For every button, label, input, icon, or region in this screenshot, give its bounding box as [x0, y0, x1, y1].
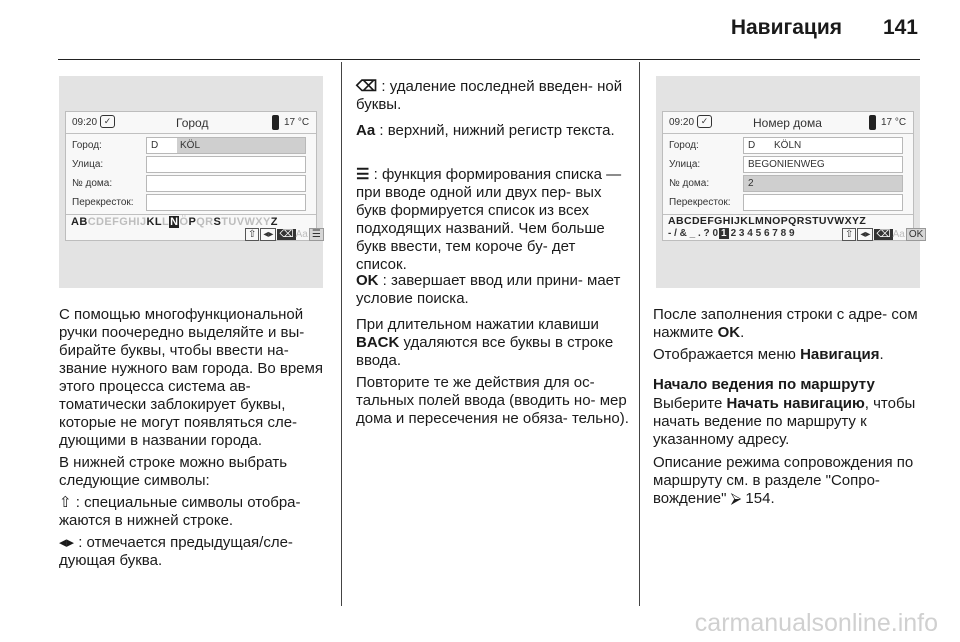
page-header [0, 0, 960, 62]
paragraph-text: Выберите [653, 395, 727, 412]
paragraph: Описание режима сопровождения по маршруту см. в разделе "Сопро- вождение" ⮚ 154. [653, 454, 914, 507]
watermark: carmanualsonline.info [694, 609, 938, 637]
thermometer-icon [272, 115, 279, 130]
column-divider [341, 62, 342, 606]
column-divider [639, 62, 640, 606]
letters-active[interactable]: S [213, 216, 222, 228]
screen-status-bar [663, 112, 913, 134]
paragraph [653, 395, 923, 449]
shift-icon[interactable]: ⇧ [842, 228, 856, 241]
street-field[interactable] [146, 156, 306, 173]
symbol-selected[interactable]: 1 [721, 228, 727, 239]
keyboard-separator [66, 214, 316, 215]
field-label-city: Город: [72, 140, 102, 151]
city-value: KÖLN [774, 140, 802, 151]
field-label-city: Город: [669, 140, 699, 151]
paragraph-text: удаляются все буквы в строке ввода. [356, 334, 614, 369]
letters-active[interactable]: AB [71, 216, 88, 228]
start-navigation-key: Начать навигацию [726, 395, 865, 412]
field-label-street: Улица: [669, 159, 701, 170]
temperature: 17 °C [881, 117, 907, 128]
letters-disabled: Ö [179, 216, 189, 228]
paragraph: ⇧ : специальные символы отобра- жаются в нижней строке. [59, 494, 301, 529]
paragraph [653, 346, 923, 364]
street-value: BEGONIENWEG [748, 159, 825, 170]
delete-symbol: ⌫ [356, 78, 378, 95]
city-prefix: D [748, 140, 756, 151]
field-label-crossing: Перекресток: [669, 197, 731, 208]
letters-disabled: TUVWXY [221, 216, 271, 228]
shift-icon[interactable]: ⇧ [245, 228, 259, 241]
house-value: 2 [748, 178, 754, 189]
letters-active[interactable]: KL [146, 216, 162, 228]
crossing-field[interactable] [146, 194, 306, 211]
ok-key: OK [717, 324, 741, 341]
screen-status-bar [66, 112, 316, 134]
paragraph-text: : завершает ввод или прини- мает условие поиска. [356, 272, 621, 307]
screenshot-frame [656, 76, 924, 288]
paragraph [653, 306, 923, 342]
field-label-house: № дома: [669, 178, 710, 189]
clock: 09:20 [72, 117, 98, 128]
city-field[interactable] [743, 137, 903, 154]
letters-disabled: L [162, 216, 170, 228]
letters-disabled: QR [196, 216, 214, 228]
field-label-house: № дома: [72, 178, 113, 189]
paragraph-text: : верхний, нижний регистр текста. [375, 122, 615, 139]
field-label-crossing: Перекресток: [72, 197, 134, 208]
paragraph-text: , чтобы начать ведение по маршруту к указанному адресу. [653, 395, 916, 448]
letters-active[interactable]: P [188, 216, 197, 228]
paragraph: В нижней строке можно выбрать следующие символы: [59, 454, 288, 489]
symbols[interactable]: - / & _ . ? 0 [668, 228, 719, 239]
letter-row[interactable]: ABCDEFGHIJKLMNOPQRSTUVWXYZ [668, 215, 867, 227]
paragraph: ◂▸ : отмечается предыдущая/сле- дующая буква. [59, 534, 293, 569]
paragraph-text: . [879, 346, 884, 363]
house-field[interactable] [743, 175, 903, 192]
letter-selected[interactable]: N [170, 216, 179, 228]
paragraph-back [356, 316, 630, 370]
delete-icon[interactable]: ⌫ [279, 229, 294, 240]
clock: 09:20 [669, 117, 695, 128]
city-field[interactable] [146, 137, 306, 154]
arrows-icon[interactable]: ◂▸ [260, 228, 276, 241]
paragraph-text: : функция формирования списка — при вводе одной или двух пер- вых букв формируется список из всех подходящих названий. Чем больше букв ввести, тем короче бу- дет список. [356, 166, 622, 273]
paragraph-text: : удаление последней введен- ной буквы. [356, 78, 623, 113]
back-key: BACK [356, 334, 400, 351]
crossing-field[interactable] [743, 194, 903, 211]
letters-active[interactable]: Z [270, 216, 278, 228]
thermometer-icon [869, 115, 876, 130]
case-toggle-button[interactable]: Aa [892, 229, 905, 240]
navigation-screen-city [65, 111, 321, 241]
case-symbol: Aa [356, 122, 376, 139]
letter-row[interactable] [71, 216, 278, 228]
field-label-street: Улица: [72, 159, 104, 170]
ok-button[interactable]: OK [906, 228, 926, 241]
nav-icon: ✓ [697, 115, 712, 128]
list-symbol: ☰ [356, 166, 370, 183]
header-rule [58, 59, 920, 60]
delete-icon[interactable]: ⌫ [876, 229, 891, 240]
paragraph: Повторите те же действия для ос- тальных полей ввода (вводить но- мер дома и пересечения не обяза- тельно). [356, 374, 629, 427]
paragraph: С помощью многофункциональной ручки поочередно выделяйте и вы- бирайте буквы, чтобы ввести на- звание нужного вам города. Во время этого процесса система ав- томатически заблокирует буквы, которые не могут появляться сле- дующими в названии города. [59, 306, 323, 449]
screen-title: Номер дома [753, 116, 822, 130]
ok-symbol: OK [356, 272, 379, 289]
symbol-row[interactable] [668, 228, 795, 239]
paragraph-text: После заполнения строки с адре- сом нажмите [653, 306, 918, 341]
city-value: KÖL [177, 138, 305, 153]
paragraph-text: При длительном нажатии клавиши [356, 316, 599, 333]
paragraph-list [356, 166, 630, 274]
paragraph-text: . [740, 324, 745, 341]
paragraph-ok [356, 272, 630, 308]
control-row [841, 228, 926, 241]
navigation-screen-house [662, 111, 924, 241]
screenshot-frame [59, 76, 323, 288]
control-row [244, 228, 324, 241]
list-icon[interactable]: ☰ [309, 228, 324, 241]
nav-icon: ✓ [100, 115, 115, 128]
page-number: 141 [882, 16, 918, 39]
letters-disabled: CDEFGHIJ [87, 216, 147, 228]
menu-name: Навигация [800, 346, 880, 363]
arrows-icon[interactable]: ◂▸ [857, 228, 873, 241]
city-prefix: D [151, 140, 159, 151]
temperature: 17 °C [284, 117, 310, 128]
street-field[interactable] [743, 156, 903, 173]
paragraph-case [356, 122, 630, 140]
section-heading: Начало ведения по маршруту [653, 376, 875, 393]
paragraph-delete [356, 78, 630, 114]
digits[interactable]: 2 3 4 5 6 7 8 9 [730, 228, 795, 239]
page-title: Навигация [730, 16, 842, 39]
house-field[interactable] [146, 175, 306, 192]
screen-title: Город [176, 116, 209, 130]
paragraph-text: Отображается меню [653, 346, 801, 363]
case-toggle-button[interactable]: Aa [295, 229, 308, 240]
